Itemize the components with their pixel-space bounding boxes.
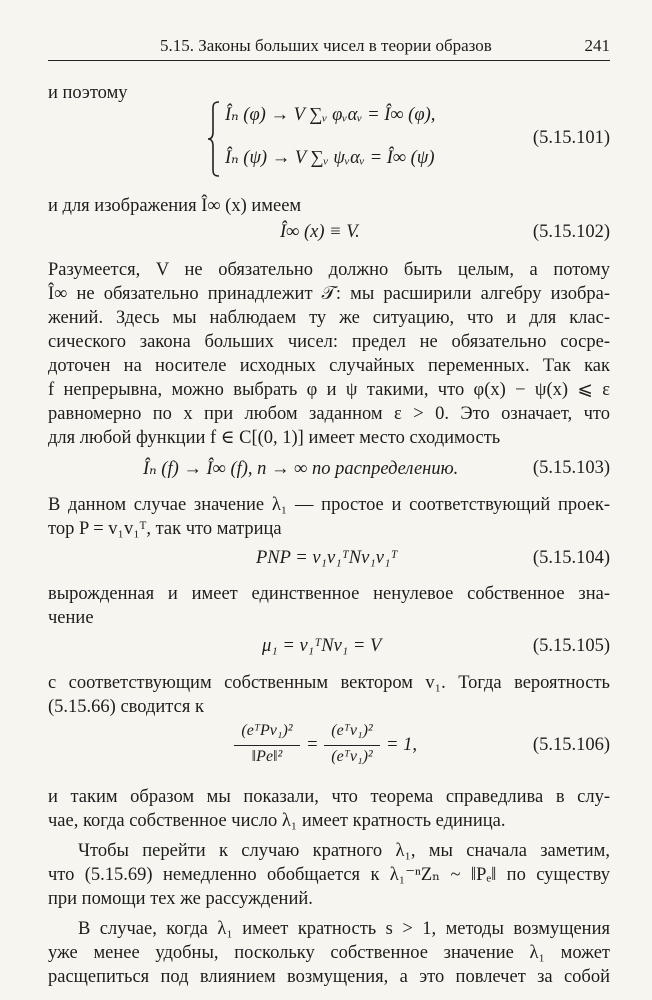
- equation-number: (5.15.104): [532, 548, 610, 568]
- text-line: равномерно по x при любом заданном ε > 0. Это означает, что: [48, 404, 610, 424]
- fraction-numerator: (eᵀPv₁)²: [241, 722, 293, 739]
- equation-number: (5.15.102): [532, 222, 610, 242]
- fraction-denominator: (eᵀv₁)²: [331, 748, 373, 765]
- text-line: вырожденная и имеет единственное ненулевое собственное зна-: [48, 584, 610, 604]
- equation-101-line-2: Îₙ (ψ) → V ∑ᵥ ψᵥαᵥ = Î∞ (ψ): [225, 148, 435, 168]
- text-line: Разумеется, V не обязательно должно быть целым, а потому: [48, 260, 610, 280]
- text-line: уже менее удобны, поскольку собственное значение λ₁ может: [48, 943, 610, 963]
- fraction-bar: [234, 745, 300, 746]
- text-line: жений. Здесь мы наблюдаем ту же ситуацию, что и для клас-: [48, 308, 610, 328]
- equation-105: μ₁ = v₁ᵀNv₁ = V: [262, 636, 382, 656]
- text-line: с соответствующим собственным вектором v₁. Тогда вероятность: [48, 673, 610, 693]
- text-line: В случае, когда λ₁ имеет кратность s > 1, методы возмущения: [78, 919, 610, 939]
- text-line: при помощи тех же рассуждений.: [48, 889, 313, 909]
- text-line: и для изображения Î∞ (x) имеем: [48, 196, 302, 216]
- running-title: 5.15. Законы больших чисел в теории образов: [160, 36, 492, 55]
- text-line: (5.15.66) сводится к: [48, 697, 204, 717]
- fraction-numerator: (eᵀv₁)²: [331, 722, 373, 739]
- text-line: доточен на носителе исходных случайных переменных. Так как: [48, 356, 610, 376]
- equals-one: = 1,: [386, 735, 417, 755]
- equation-number: (5.15.106): [532, 735, 610, 755]
- text-line: для любой функции f ∈ C[(0, 1)] имеет место сходимость: [48, 428, 501, 448]
- equation-101-line-1: Îₙ (φ) → V ∑ᵥ φᵥαᵥ = Î∞ (φ),: [225, 105, 436, 125]
- equation-number: (5.15.105): [532, 636, 610, 656]
- fraction-bar: [324, 745, 380, 746]
- text-line: что (5.15.69) немедленно обобщается к λ₁⁻ⁿZₙ ~ ‖Pₑ‖ по существу: [48, 865, 610, 885]
- equals-sign: =: [306, 735, 319, 755]
- text-line: и поэтому: [48, 83, 128, 103]
- page-number: 241: [584, 36, 610, 55]
- text-line: f непрерывна, можно выбрать φ и ψ такими, что φ(x) − ψ(x) ⩽ ε: [48, 380, 610, 400]
- text-line: сического закона больших чисел: предел не обязательно сосре-: [48, 332, 610, 352]
- equation-number: (5.15.103): [532, 458, 610, 478]
- equation-number: (5.15.101): [532, 128, 610, 148]
- text-line: В данном случае значение λ₁ — простое и соответствующий проек-: [48, 495, 610, 515]
- text-line: чение: [48, 608, 94, 628]
- text-line: Чтобы перейти к случаю кратного λ₁, мы сначала заметим,: [78, 841, 610, 861]
- equation-104: PNP = v₁v₁ᵀNv₁v₁ᵀ: [256, 548, 398, 568]
- text-line: Î∞ не обязательно принадлежит 𝒯: мы расширили алгебру изобра-: [48, 284, 610, 304]
- text-line: тор P = v₁v₁ᵀ, так что матрица: [48, 519, 282, 539]
- equation-103: Îₙ (f) → Î∞ (f), n → ∞ по распределению.: [143, 459, 459, 479]
- running-header: [48, 36, 610, 61]
- system-brace: [207, 100, 221, 178]
- text-line: и таким образом мы показали, что теорема справедлива в слу-: [48, 787, 610, 807]
- text-line: чае, когда собственное число λ₁ имеет кратность единица.: [48, 811, 506, 831]
- text-line: расщепиться под влиянием возмущения, а это повлечет за собой: [48, 967, 610, 987]
- fraction-denominator: ‖Pe‖²: [251, 748, 283, 765]
- equation-102: Î∞ (x) ≡ V.: [280, 222, 360, 242]
